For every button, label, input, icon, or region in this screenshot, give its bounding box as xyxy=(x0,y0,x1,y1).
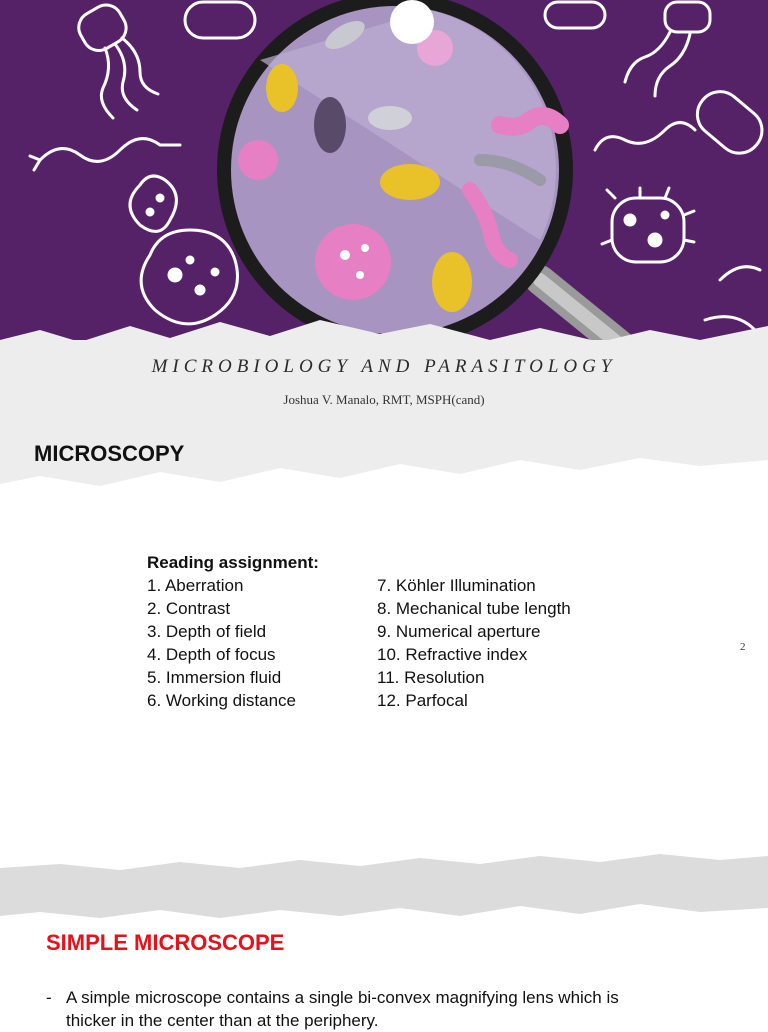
list-item: 4. Depth of focus xyxy=(147,645,276,664)
list-item: 3. Depth of field xyxy=(147,622,267,641)
list-item: 6. Working distance xyxy=(147,691,296,710)
bullet-line: A simple microscope contains a single bi-convex magnifying lens which is xyxy=(66,988,619,1007)
list-item: 7. Köhler Illumination xyxy=(377,576,536,595)
list-item: 10. Refractive index xyxy=(377,645,528,664)
slide-heading-microscopy: MICROSCOPY xyxy=(34,441,185,466)
banner-illustration xyxy=(0,0,768,350)
reading-list-right xyxy=(377,574,707,712)
list-item: 12. Parfocal xyxy=(377,691,468,710)
list-item: 2. Contrast xyxy=(147,599,231,618)
list-item: 9. Numerical aperture xyxy=(377,622,541,641)
presentation-title: MICROBIOLOGY AND PARASITOLOGY xyxy=(151,356,617,377)
slide-heading-simple-microscope: SIMPLE MICROSCOPE xyxy=(46,930,285,955)
author-line: Joshua V. Manalo, RMT, MSPH(cand) xyxy=(283,392,485,407)
title-strip xyxy=(0,340,768,430)
reading-assignment-title: Reading assignment: xyxy=(147,553,319,572)
list-item: 11. Resolution xyxy=(377,668,485,687)
reading-list-left xyxy=(147,574,377,712)
reading-assignment xyxy=(147,551,707,712)
page-number: 2 xyxy=(740,641,746,653)
list-item: 5. Immersion fluid xyxy=(147,668,282,687)
bullet-line: thicker in the center than at the periphery. xyxy=(66,1011,379,1030)
list-item: 1. Aberration xyxy=(147,576,244,595)
list-item: 8. Mechanical tube length xyxy=(377,599,571,618)
slide-divider-torn xyxy=(0,850,768,920)
bullet-paragraph xyxy=(46,986,746,1032)
bullet-marker: - xyxy=(46,988,52,1007)
